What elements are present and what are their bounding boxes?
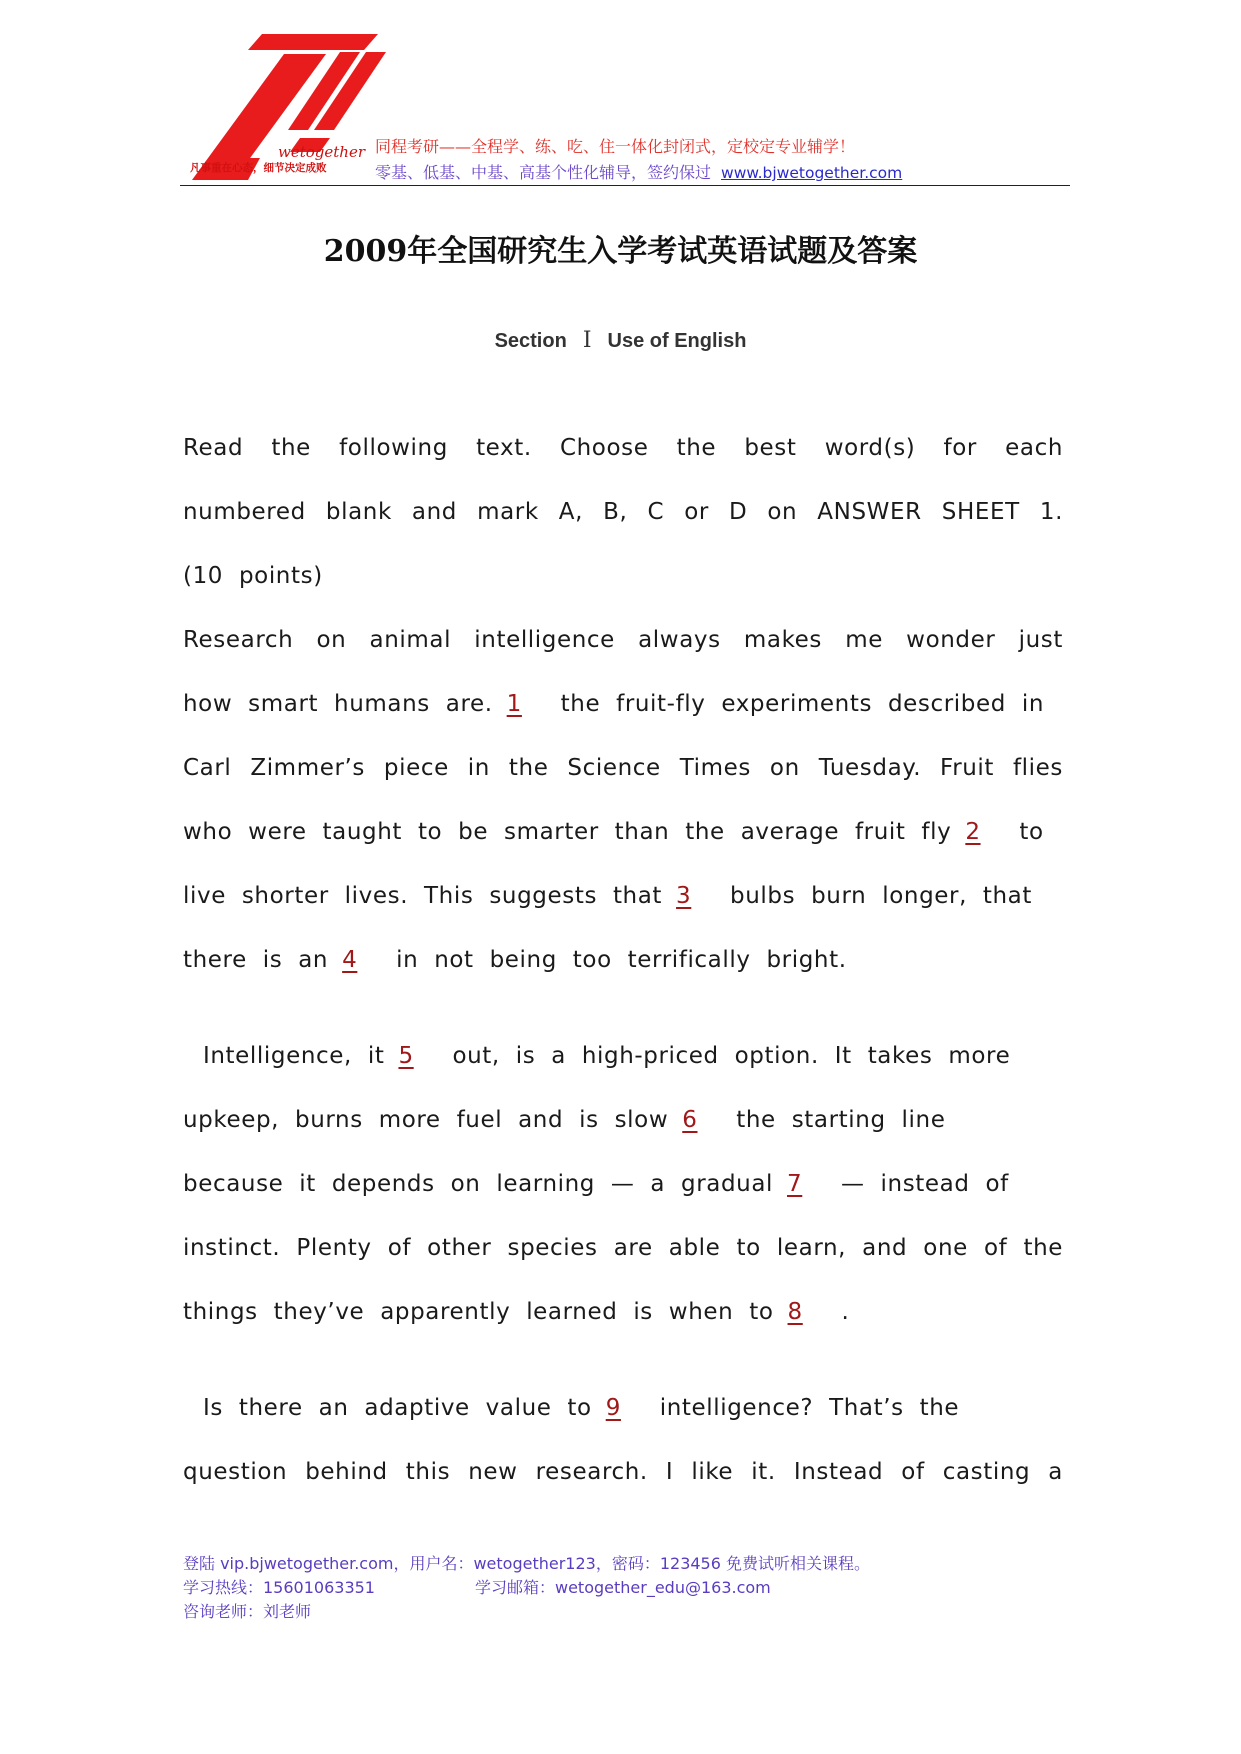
answer-blank[interactable]: 9 [605, 1395, 621, 1421]
page-footer [183, 1552, 870, 1624]
section-name: Use of English [607, 330, 747, 352]
passage-line [183, 1164, 1063, 1204]
line-text-after: bulbs burn longer, that [730, 883, 1032, 909]
footer-hotline: 学习热线：15601063351 [183, 1578, 375, 1597]
website-link[interactable]: www.bjwetogether.com [721, 164, 903, 182]
line-text-after: — instead of [841, 1171, 1009, 1197]
passage-line: Research on animal intelligence always makes me wonder just [183, 627, 1063, 653]
header-tagline-2 [375, 160, 902, 183]
footer-login: 登陆 vip.bjwetogether.com，用户名：wetogether123，密码：123456 免费试听相关课程。 [183, 1554, 870, 1573]
line-text-before: upkeep, burns more fuel and is slow [183, 1107, 669, 1133]
passage-line [203, 1388, 1063, 1428]
brand-name: wetogether [278, 143, 365, 161]
passage-line [183, 876, 1063, 916]
line-text-after: intelligence? That’s the [659, 1395, 960, 1421]
answer-blank[interactable]: 2 [965, 819, 981, 845]
line-text-after: . [841, 1299, 850, 1325]
answer-blank[interactable]: 8 [787, 1299, 803, 1325]
wetogether-logo [190, 30, 550, 180]
tagline-2-text: 零基、低基、中基、高基个性化辅导，签约保过 [375, 163, 712, 182]
line-text-before: things they’ve apparently learned is when to [183, 1299, 774, 1325]
line-text-before: who were taught to be smarter than the average fruit fly [183, 819, 952, 845]
section-heading [0, 328, 1241, 353]
passage-line: numbered blank and mark A, B, C or D on ANSWER SHEET 1. [183, 499, 1063, 525]
line-text-after: in not being too terrifically bright. [396, 947, 847, 973]
line-text-before: Is there an adaptive value to [203, 1395, 592, 1421]
passage-line [203, 1036, 1063, 1076]
passage-line [183, 684, 1063, 724]
line-text-before: live shorter lives. This suggests that [183, 883, 663, 909]
line-text-after: out, is a high-priced option. It takes more [452, 1043, 1011, 1069]
header-divider [180, 185, 1070, 186]
brand-motto: 凡事重在心态，细节决定成败 [190, 162, 327, 174]
answer-blank[interactable]: 7 [787, 1171, 803, 1197]
passage-line [183, 812, 1063, 852]
passage-line: Read the following text. Choose the best word(s) for each [183, 435, 1063, 461]
passage-line: Carl Zimmer’s piece in the Science Times on Tuesday. Fruit flies [183, 755, 1063, 781]
answer-blank[interactable]: 4 [342, 947, 358, 973]
answer-blank[interactable]: 5 [398, 1043, 414, 1069]
line-text-before: Intelligence, it [203, 1043, 385, 1069]
answer-blank[interactable]: 1 [506, 691, 522, 717]
section-number: Ⅰ [582, 328, 592, 353]
passage-line: (10 points) [183, 563, 323, 589]
page-title: 2009年全国研究生入学考试英语试题及答案 [323, 234, 918, 269]
footer-contact [183, 1576, 870, 1600]
line-text-before: there is an [183, 947, 329, 973]
header-tagline-1: 同程考研——全程学、练、吃、住一体化封闭式，定校定专业辅学！ [375, 137, 856, 156]
line-text-before: because it depends on learning — a gradual [183, 1171, 774, 1197]
passage-line [183, 1100, 1063, 1140]
line-text-after: the starting line [736, 1107, 946, 1133]
page-header [180, 30, 1070, 190]
footer-teacher: 咨询老师：刘老师 [183, 1602, 312, 1621]
answer-blank[interactable]: 3 [676, 883, 692, 909]
passage-line [183, 940, 1063, 980]
line-text-after: the fruit-fly experiments described in [560, 691, 1045, 717]
answer-blank[interactable]: 6 [682, 1107, 698, 1133]
section-label: Section [494, 330, 567, 352]
passage-line: instinct. Plenty of other species are able to learn, and one of the [183, 1235, 1063, 1261]
footer-email: 学习邮箱：wetogether_edu@163.com [474, 1578, 771, 1597]
passage-line [183, 1292, 1063, 1332]
line-text-before: how smart humans are. [183, 691, 493, 717]
line-text-after: to [1019, 819, 1044, 845]
passage-line: question behind this new research. I like it. Instead of casting a [183, 1459, 1063, 1485]
